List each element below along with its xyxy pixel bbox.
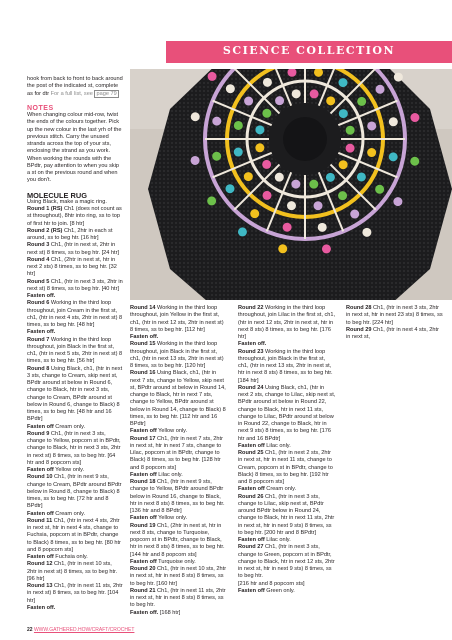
instruction-text: Ch1, (htr in next 11 sts, 2htr in next st) 8 times, ss to beg htr. [104 htr] (27, 583, 123, 604)
popcorn-dot (191, 112, 200, 121)
instruction-label: Fasten off (130, 558, 157, 565)
column-3 (238, 305, 336, 595)
instruction-label: Round 3 (27, 242, 50, 249)
instruction-text: Using Black, ch1, (htr in next 2 sts, change to Lilac, skip next st, BPdtr around st below in Round 22, change to Black, htr in next 11 sts, change to Lilac, BPdtr around st below in Round 22, change to Black, htr in next 9 sts) 8 times, ss to beg htr. [176 htr and 16 BPdtr] (238, 384, 336, 442)
instruction-label: Round 17 (130, 435, 156, 442)
instruction-label: Round 11 (27, 517, 53, 524)
popcorn-dot (326, 173, 335, 182)
instruction-text: Working in the third loop throughout, join Lilac in the first st, ch1, (htr in next 12 sts, 2htr in next st, htr in next 8 sts) 8 times, ss to beg htr. [176 htr] (238, 305, 336, 340)
popcorn-dot (394, 73, 403, 82)
pattern-instruction (238, 494, 336, 538)
instruction-text: Ch1, (htr in next 7 sts, 2htr in next st, htr in next 7 sts, change to Lilac, popcorn st in BPdtr, change to Black) 8 times, ss to beg htr. [128 htr and 8 popcorn sts] (130, 435, 223, 471)
popcorn-dot (339, 109, 348, 118)
instruction-label: Fasten off (130, 471, 157, 478)
popcorn-dot (339, 160, 348, 169)
instruction-label: Round 7 (27, 336, 50, 343)
instruction-label: Fasten off. (27, 329, 56, 336)
instruction-label: Round 22 (238, 305, 264, 311)
instruction-label: Round 6 (27, 300, 50, 307)
instruction-label: Round 14 (130, 305, 156, 311)
pattern-instruction (130, 472, 228, 479)
instruction-label: Fasten off (238, 442, 265, 449)
popcorn-dot (389, 152, 398, 161)
popcorn-dot (244, 172, 253, 181)
instruction-label: Round 1 (RS) (27, 206, 63, 212)
pattern-instruction (27, 424, 123, 431)
instruction-text: Ch1, (htr in next 3 sts, change to Green, popcorn st in BPdtr, change to Black, htr in next 12 sts, 2htr in next st, htr in next 9 sts) 8 times, ss to beg htr. (238, 544, 335, 580)
instruction-text: Ch1, (htr in next 2 sts, 2htr in next st, htr in next 11 sts, change to Cream, popcorn st in BPdtr, change to Black) 8 times, ss to beg htr. [192 htr and 8 popcorn sts] (238, 450, 333, 485)
popcorn-dot (287, 201, 296, 210)
website-link[interactable]: WWW.GATHERED.HOW/CRAFT/CROCHET (33, 627, 135, 633)
popcorn-dot (262, 109, 271, 118)
pattern-instruction (130, 523, 228, 559)
instruction-label: Round 16 (130, 370, 156, 377)
pattern-instruction (130, 428, 228, 435)
instruction-text: Ch1, (htr in next st, 2htr in next st) 8 times, ss to beg htr. [24 htr] (27, 242, 120, 256)
instruction-text: Yellow only. (53, 467, 85, 473)
pattern-instruction (130, 559, 228, 566)
pattern-instruction (238, 385, 336, 443)
instruction-label: Round 26 (238, 493, 264, 500)
instruction-text: Ch1, (htr in next 4 sts, 2htr in next st, htr in next 4 sts, change to Fuchsia, popcorn st in BPdtr, change to Black) 8 times, ss to beg htr. [80 htr and 8 popcorn sts] (27, 517, 121, 553)
banner-title: SCIENCE COLLECTION (222, 44, 396, 57)
instruction-label: Round 19 (130, 522, 156, 529)
popcorn-dot (225, 184, 234, 193)
popcorn-dot (226, 84, 235, 93)
instruction-text: Cream only. (53, 423, 86, 430)
popcorn-dot (234, 148, 243, 157)
pattern-instruction (130, 370, 228, 428)
pattern-instruction (130, 566, 228, 588)
pattern-instruction (346, 305, 444, 327)
popcorn-dot (191, 156, 200, 165)
popcorn-dot (250, 209, 259, 218)
column-1 (27, 76, 123, 612)
popcorn-dot (367, 148, 376, 157)
instruction-label: Round 9 (27, 430, 50, 437)
pattern-instruction (238, 486, 336, 493)
instruction-text: Ch1, 2htr in each st around, ss to beg htr. [16 htr] (27, 227, 113, 241)
instruction-text: Cream only. (53, 510, 86, 517)
instruction-label: Round 21 (130, 587, 156, 594)
instruction-text: [168 htr] (158, 609, 181, 616)
instruction-label: Fasten off. (130, 609, 159, 616)
popcorn-dot (263, 191, 272, 200)
instruction-label: Round 13 (27, 583, 53, 589)
instruction-text: Ch1, (2htr in next st, htr in next 8 sts, change to Turquoise, popcorn st in BPdtr, change to Black, htr in next 8 sts) 8 times, ss to beg htr. [144 htr and 8 popcorn sts] (130, 522, 225, 558)
instruction-text: Ch1, (htr in next 11 sts, 2htr in next st, htr in next 8 sts) 8 times, ss to beg htr. (130, 587, 226, 609)
instruction-text: Ch1, (htr in next 10 sts, 2htr in next st) 8 times, ss to beg htr. [96 htr] (27, 561, 118, 582)
popcorn-dot (208, 72, 217, 81)
pattern-instruction (27, 329, 123, 336)
instruction-label: Fasten off (130, 428, 157, 435)
instruction-text: [216 htr and 8 popcorn sts] (238, 580, 305, 587)
instruction-text: Working in the third loop throughout, join Yellow in the first st, ch1, (htr in next 12 sts, 2htr in next st) 8 times, ss to beg htr. [112 htr] (130, 305, 224, 333)
molecule-rug-image (130, 69, 452, 300)
instruction-label: Round 20 (130, 566, 156, 572)
pattern-instruction (130, 588, 228, 610)
popcorn-dot (338, 191, 347, 200)
popcorn-dot (207, 196, 216, 205)
popcorn-dot (410, 157, 419, 166)
instruction-label: Round 27 (238, 544, 264, 551)
pattern-instruction (27, 206, 123, 228)
pattern-instruction (27, 554, 123, 561)
instruction-text: Ch1, (htr in next 10 sts, 2htr in next st, htr in next 8 sts) 8 times, ss to beg htr. [160 htr] (130, 566, 227, 587)
pattern-instruction (130, 479, 228, 515)
intro-text: hook from back to front to back around the post of the indicated st, complete as for dtr For a full list, see page 79 (27, 76, 123, 97)
pattern-instruction (27, 474, 123, 510)
instruction-label: Round 15 (130, 341, 156, 348)
pattern-instruction (238, 544, 336, 580)
section-banner (166, 41, 452, 63)
pattern-instruction (130, 341, 228, 370)
pattern-instruction (27, 366, 123, 424)
instruction-label: Fasten off (238, 486, 265, 493)
instruction-label: Round 2 (RS) (27, 227, 63, 234)
rug-heading: MOLECULE RUG (27, 190, 87, 200)
popcorn-dot (362, 228, 371, 237)
popcorn-dot (309, 180, 318, 189)
pattern-instruction (27, 605, 123, 612)
instruction-text: Ch1, (htr in next 3 sts, 2htr in next st, htr in next 23 sts) 8 times, ss to beg htr. [224 htr] (346, 305, 443, 326)
instruction-text: Using Black, ch1, (htr in next 7 sts, change to Yellow, skip next st, BPdtr around st below in Round 14, change to Black, htr in next 7 sts, change to Yellow, BPdtr around st below in Round 14, change to Black) 8 times, ss to beg htr. [112 htr and 16 BPdtr] (130, 370, 226, 427)
popcorn-dot (234, 121, 243, 130)
popcorn-dot (318, 223, 327, 232)
popcorn-dot (278, 244, 287, 253)
popcorn-dot (291, 180, 300, 189)
instruction-text: Lilac only. (156, 471, 183, 478)
popcorn-dot (275, 96, 284, 105)
instruction-label: Fasten off. (238, 341, 267, 348)
notes-heading: NOTES (27, 104, 54, 112)
page-number: 22 (27, 627, 33, 633)
instruction-text: Ch1, (htr in next 9 sts, change to Cream, BPdtr around BPdtr below in Round 8, change to Black) 8 times, ss to beg htr. [72 htr and 8 BPdtr] (27, 474, 122, 510)
instruction-label: Round 25 (238, 450, 264, 456)
column-4 (346, 305, 444, 341)
pattern-instruction (238, 443, 336, 450)
popcorn-dot (350, 210, 359, 219)
instruction-text: Yellow only. (156, 428, 188, 435)
popcorn-dot (367, 121, 376, 130)
instruction-label: Fasten off (27, 423, 54, 430)
pattern-instruction (27, 337, 123, 366)
popcorn-dot (255, 143, 264, 152)
instruction-label: Fasten off (130, 515, 157, 522)
page-link[interactable]: page 79 (96, 90, 117, 97)
pattern-instruction (238, 581, 336, 588)
instruction-text: Lilac only. (264, 537, 291, 543)
popcorn-dot (292, 89, 301, 98)
instruction-label: Round 12 (27, 561, 53, 568)
instruction-text: Green only. (264, 587, 295, 594)
pattern-instruction (130, 436, 228, 472)
pattern-instruction (27, 511, 123, 518)
pattern-instruction (27, 242, 123, 257)
instruction-text: Ch1, (htr in next 4 sts, 2htr in next st, (346, 326, 439, 340)
pattern-instruction (238, 588, 336, 595)
popcorn-dot (357, 97, 366, 106)
popcorn-dot (263, 78, 272, 87)
pattern-instruction (238, 305, 336, 341)
pattern-instruction (130, 305, 228, 334)
instruction-label: Fasten off. (27, 293, 56, 299)
pattern-instruction (27, 228, 123, 243)
instruction-label: Round 29 (346, 326, 372, 333)
popcorn-dot (314, 201, 323, 210)
pattern-instruction (27, 257, 123, 279)
pattern-instruction (27, 518, 123, 554)
popcorn-dot (375, 185, 384, 194)
popcorn-dot (410, 113, 419, 122)
pattern-instruction (27, 300, 123, 329)
instruction-label: Round 4 (27, 256, 50, 263)
instruction-label: Round 18 (130, 479, 156, 485)
popcorn-dot (244, 97, 253, 106)
popcorn-dot (322, 244, 331, 253)
pattern-instruction (238, 341, 336, 348)
instruction-label: Round 24 (238, 384, 264, 391)
pattern-instruction (238, 537, 336, 544)
pattern-instruction (27, 431, 123, 467)
popcorn-dot (357, 172, 366, 181)
popcorn-dot (212, 117, 221, 126)
pattern-instruction (130, 610, 228, 617)
instruction-label: Fasten off. (27, 604, 56, 611)
instruction-text: Cream only. (264, 486, 297, 493)
popcorn-dot (283, 223, 292, 232)
instruction-text: Turquoise only. (156, 558, 196, 565)
pattern-instruction (238, 349, 336, 385)
pattern-instruction (238, 450, 336, 486)
instruction-text: Fuchsia only. (53, 554, 88, 560)
popcorn-dot (238, 227, 247, 236)
page-footer (27, 627, 134, 633)
popcorn-dot (338, 78, 347, 87)
popcorn-dot (310, 89, 319, 98)
popcorn-dot (389, 117, 398, 126)
instruction-label: Fasten off (27, 554, 54, 560)
instruction-text: Working in the third loop throughout, join Cream in the first st, ch1, (htr in next 4 sts, 2htr in next st) 8 times, ss to beg htr. [48 htr] (27, 300, 123, 328)
popcorn-dot (376, 85, 385, 94)
pattern-instruction (130, 334, 228, 341)
instruction-label: Fasten off (238, 587, 265, 594)
instruction-label: Round 23 (238, 348, 264, 355)
instruction-label: Fasten off (238, 537, 265, 543)
instruction-text: Working in the third loop throughout, join Black in the first st, ch1, (htr in next 5 sts, 2htr in next st) 8 times, ss to beg htr. [56 htr] (27, 336, 123, 365)
instruction-text: Using Black, ch1, (htr in next 3 sts, change to Cream, skip next st, BPdtr around st below in Round 6, change to Black, htr in next 3 sts, change to Cream, BPdtr around st below in Round 6, change to Black) 8 times, ss to beg htr. [48 htr and 16 BPdtr] (27, 365, 123, 423)
rug-photo (130, 69, 452, 300)
instruction-label: Round 5 (27, 278, 50, 285)
popcorn-dot (212, 152, 221, 161)
instruction-text: Ch1, (htr in next 3 sts, 2htr in next st) 8 times, ss to beg htr. [40 htr] (27, 278, 123, 292)
popcorn-dot (346, 144, 355, 153)
instruction-text: Ch1, (2htr in next st, htr in next 2 sts) 8 times, ss to beg htr. [32 htr] (27, 256, 117, 278)
rug-intro: Using Black, make a magic ring. (27, 198, 107, 205)
popcorn-dot (393, 197, 402, 206)
instruction-text: Ch1, (htr in next 9 sts, change to Yellow, BPdtr around BPdtr below in Round 16, change to Black, htr in next 8 sts) 8 times, ss to beg htr. [136 htr and 8 BPdtr] (130, 479, 225, 514)
popcorn-dot (326, 96, 335, 105)
instruction-label: Fasten off (27, 467, 54, 473)
instruction-label: Fasten off (27, 510, 54, 517)
instruction-text: Ch1 (does not count as st throughout), 8htr into ring, ss to top of first htr to join. [8 htr] (27, 206, 122, 227)
instruction-label: Round 28 (346, 305, 372, 311)
pattern-instruction (27, 467, 123, 474)
pattern-instruction (27, 583, 123, 605)
instruction-text: Working in the third loop throughout, join Black in the first st, ch1, (htr in next 13 sts, 2htr in next st, htr in next 8 sts) 8 times, ss to beg htr. [184 htr] (238, 348, 333, 384)
pattern-instruction (27, 561, 123, 583)
instruction-text: Working in the third loop throughout, join Black in the first st, ch1, (htr in next 13 sts, 2htr in next st) 8 times, ss to beg htr. [120 htr] (130, 341, 224, 369)
popcorn-dot (255, 125, 264, 134)
pattern-instruction (27, 293, 123, 300)
instruction-text: Ch1, (htr in next 3 sts, change to Lilac, skip next st, BPdtr around BPdtr below in Round 24, change to Black, htr in next 11 sts, 2htr in next st, htr in next 9 sts) 8 times, ss to beg htr. [200 htr and 8 BPdtr] (238, 493, 335, 536)
instruction-label: Fasten off. (130, 334, 159, 340)
notes-body: When changing colour mid-row, twist the ends of the colours together. Pick up the new colour in the last yrh of the previous stitch. Carry the unused strands across the top of your sts, enclosing the strand as you work. When working the rounds with the BPdtr, pay attention to when you skip a st on the previous round and when you don't. (27, 112, 122, 184)
page-reference: For a full list, see page 79 (50, 90, 117, 97)
popcorn-dot (262, 160, 271, 169)
instruction-label: Round 10 (27, 474, 53, 481)
pattern-instruction (130, 515, 228, 522)
instruction-text: Lilac only. (264, 442, 291, 449)
popcorn-dot (346, 126, 355, 135)
instruction-label: Round 8 (27, 365, 50, 372)
popcorn-dot (275, 173, 284, 182)
instruction-text: Ch1, (htr in next 3 sts, change to Yellow, popcorn st in BPdtr, change to Black, htr in next 3 sts, 2htr in next st) 8 times, ss to beg htr. [64 htr and 8 popcorn sts] (27, 430, 121, 466)
pattern-instruction (27, 279, 123, 294)
instruction-text: Yellow only. (156, 515, 188, 522)
column-2 (130, 305, 228, 617)
pattern-instruction (346, 327, 444, 342)
